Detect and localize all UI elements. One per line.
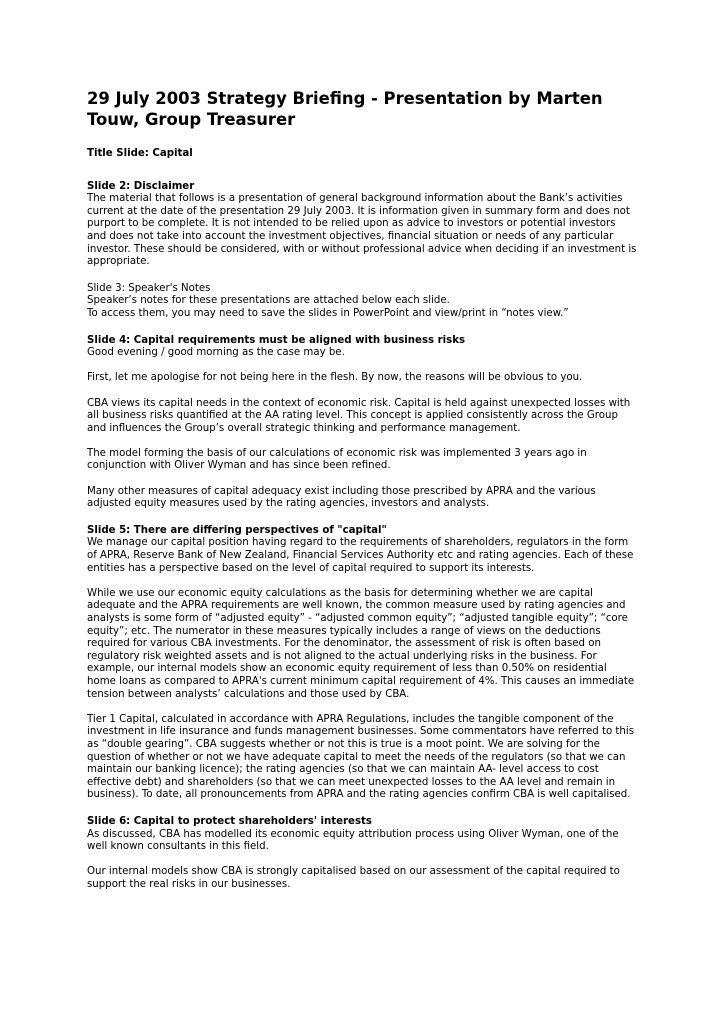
slide5-paragraph: While we use our economic equity calculations as the basis for determining whether we are capital adequate and the APRA requirements are well known, the common measure used by rating agencies and analysts is some form of “adjusted equity” - “adjusted common equity”; “adjusted tangible equity”; “core equity”; etc. The numerator in these measures typically includes a range of views on the deductions required for various CBA investments. For the denominator, the assessment of risk is often based on regulatory risk weighted assets and is not aligned to the actual underlying risks in the business. For example, our internal models show an economic equity requirement of less than 0.50% on residential home loans as compared to APRA's current minimum capital requirement of 4%. This causes an immediate tension between analysts’ calculations and those used by CBA.: [87, 587, 635, 700]
slide3-paragraph: To access them, you may need to save the slides in PowerPoint and view/print in “notes view.”: [87, 307, 569, 319]
slide3-section: [87, 283, 637, 321]
slide6-section: [87, 816, 637, 892]
slide4-paragraph: Good evening / good morning as the case may be.: [87, 347, 345, 359]
slide4-section: [87, 335, 637, 511]
slide2-paragraph: The material that follows is a presentation of general background information about the Bank’s activities current at the date of the presentation 29 July 2003. It is information given in summary form and does not purport to be complete. It is not intended to be relied upon as advice to investors or potential investors and does not take into account the investment objectives, financial situation or needs of any particular investor. These should be considered, with or without professional advice when deciding if an investment is appropriate.: [87, 193, 637, 268]
document-page: [87, 88, 637, 902]
slide4-paragraph: The model forming the basis of our calculations of economic risk was implemented 3 years ago in conjunction with Oliver Wyman and has since been refined.: [87, 447, 587, 472]
slide2-heading: Slide 2: Disclaimer: [87, 180, 195, 192]
title-slide-heading: Title Slide: Capital: [87, 148, 193, 159]
slide6-paragraph: As discussed, CBA has modelled its economic equity attribution process using Oliver Wyman, one of the well known consultants in this field.: [87, 828, 619, 853]
title-slide-section: [87, 148, 637, 161]
slide4-paragraph: First, let me apologise for not being here in the flesh. By now, the reasons will be obvious to you.: [87, 372, 583, 384]
slide5-heading: Slide 5: There are differing perspectives of "capital": [87, 524, 387, 536]
slide4-paragraph: CBA views its capital needs in the context of economic risk. Capital is held against unexpected losses with all business risks quantified at the AA rating level. This concept is applied consistently across the Group and influences the Group’s overall strategic thinking and performance management.: [87, 397, 631, 434]
slide6-heading: Slide 6: Capital to protect shareholders' interests: [87, 815, 372, 827]
slide4-paragraph: Many other measures of capital adequacy exist including those prescribed by APRA and the various adjusted equity measures used by the rating agencies, investors and analysts.: [87, 485, 596, 510]
slide6-paragraph: Our internal models show CBA is strongly capitalised based on our assessment of the capital required to support the real risks in our businesses.: [87, 866, 620, 890]
slide2-section: [87, 181, 637, 269]
slide5-paragraph: We manage our capital position having regard to the requirements of shareholders, regulators in the form of APRA, Reserve Bank of New Zealand, Financial Services Authority etc and rating agencies. Each of these entities has a perspective based on the level of capital required to support its interests.: [87, 537, 634, 574]
slide4-heading: Slide 4: Capital requirements must be aligned with business risks: [87, 334, 466, 346]
slide3-paragraph: Speaker’s notes for these presentations are attached below each slide.: [87, 295, 450, 307]
slide5-paragraph: Tier 1 Capital, calculated in accordance with APRA Regulations, includes the tangible component of the investment in life insurance and funds management businesses. Some commentators have referred to this as “double gearing”. CBA suggests whether or not this is true is a moot point. We are solving for the question of whether or not we have adequate capital to meet the needs of the regulators (so that we can maintain our banking licence); the rating agencies (so that we can maintain AA- level access to cost effective debt) and shareholders (so that we can meet unexpected losses to the AA level and remain in business). To date, all pronouncements from APRA and the rating agencies confirm CBA is well capitalised.: [87, 713, 635, 801]
slide3-heading: Slide 3: Speaker's Notes: [87, 282, 211, 294]
document-title: 29 July 2003 Strategy Briefing - Presentation by Marten Touw, Group Treasurer: [87, 89, 603, 129]
slide5-section: [87, 525, 637, 802]
